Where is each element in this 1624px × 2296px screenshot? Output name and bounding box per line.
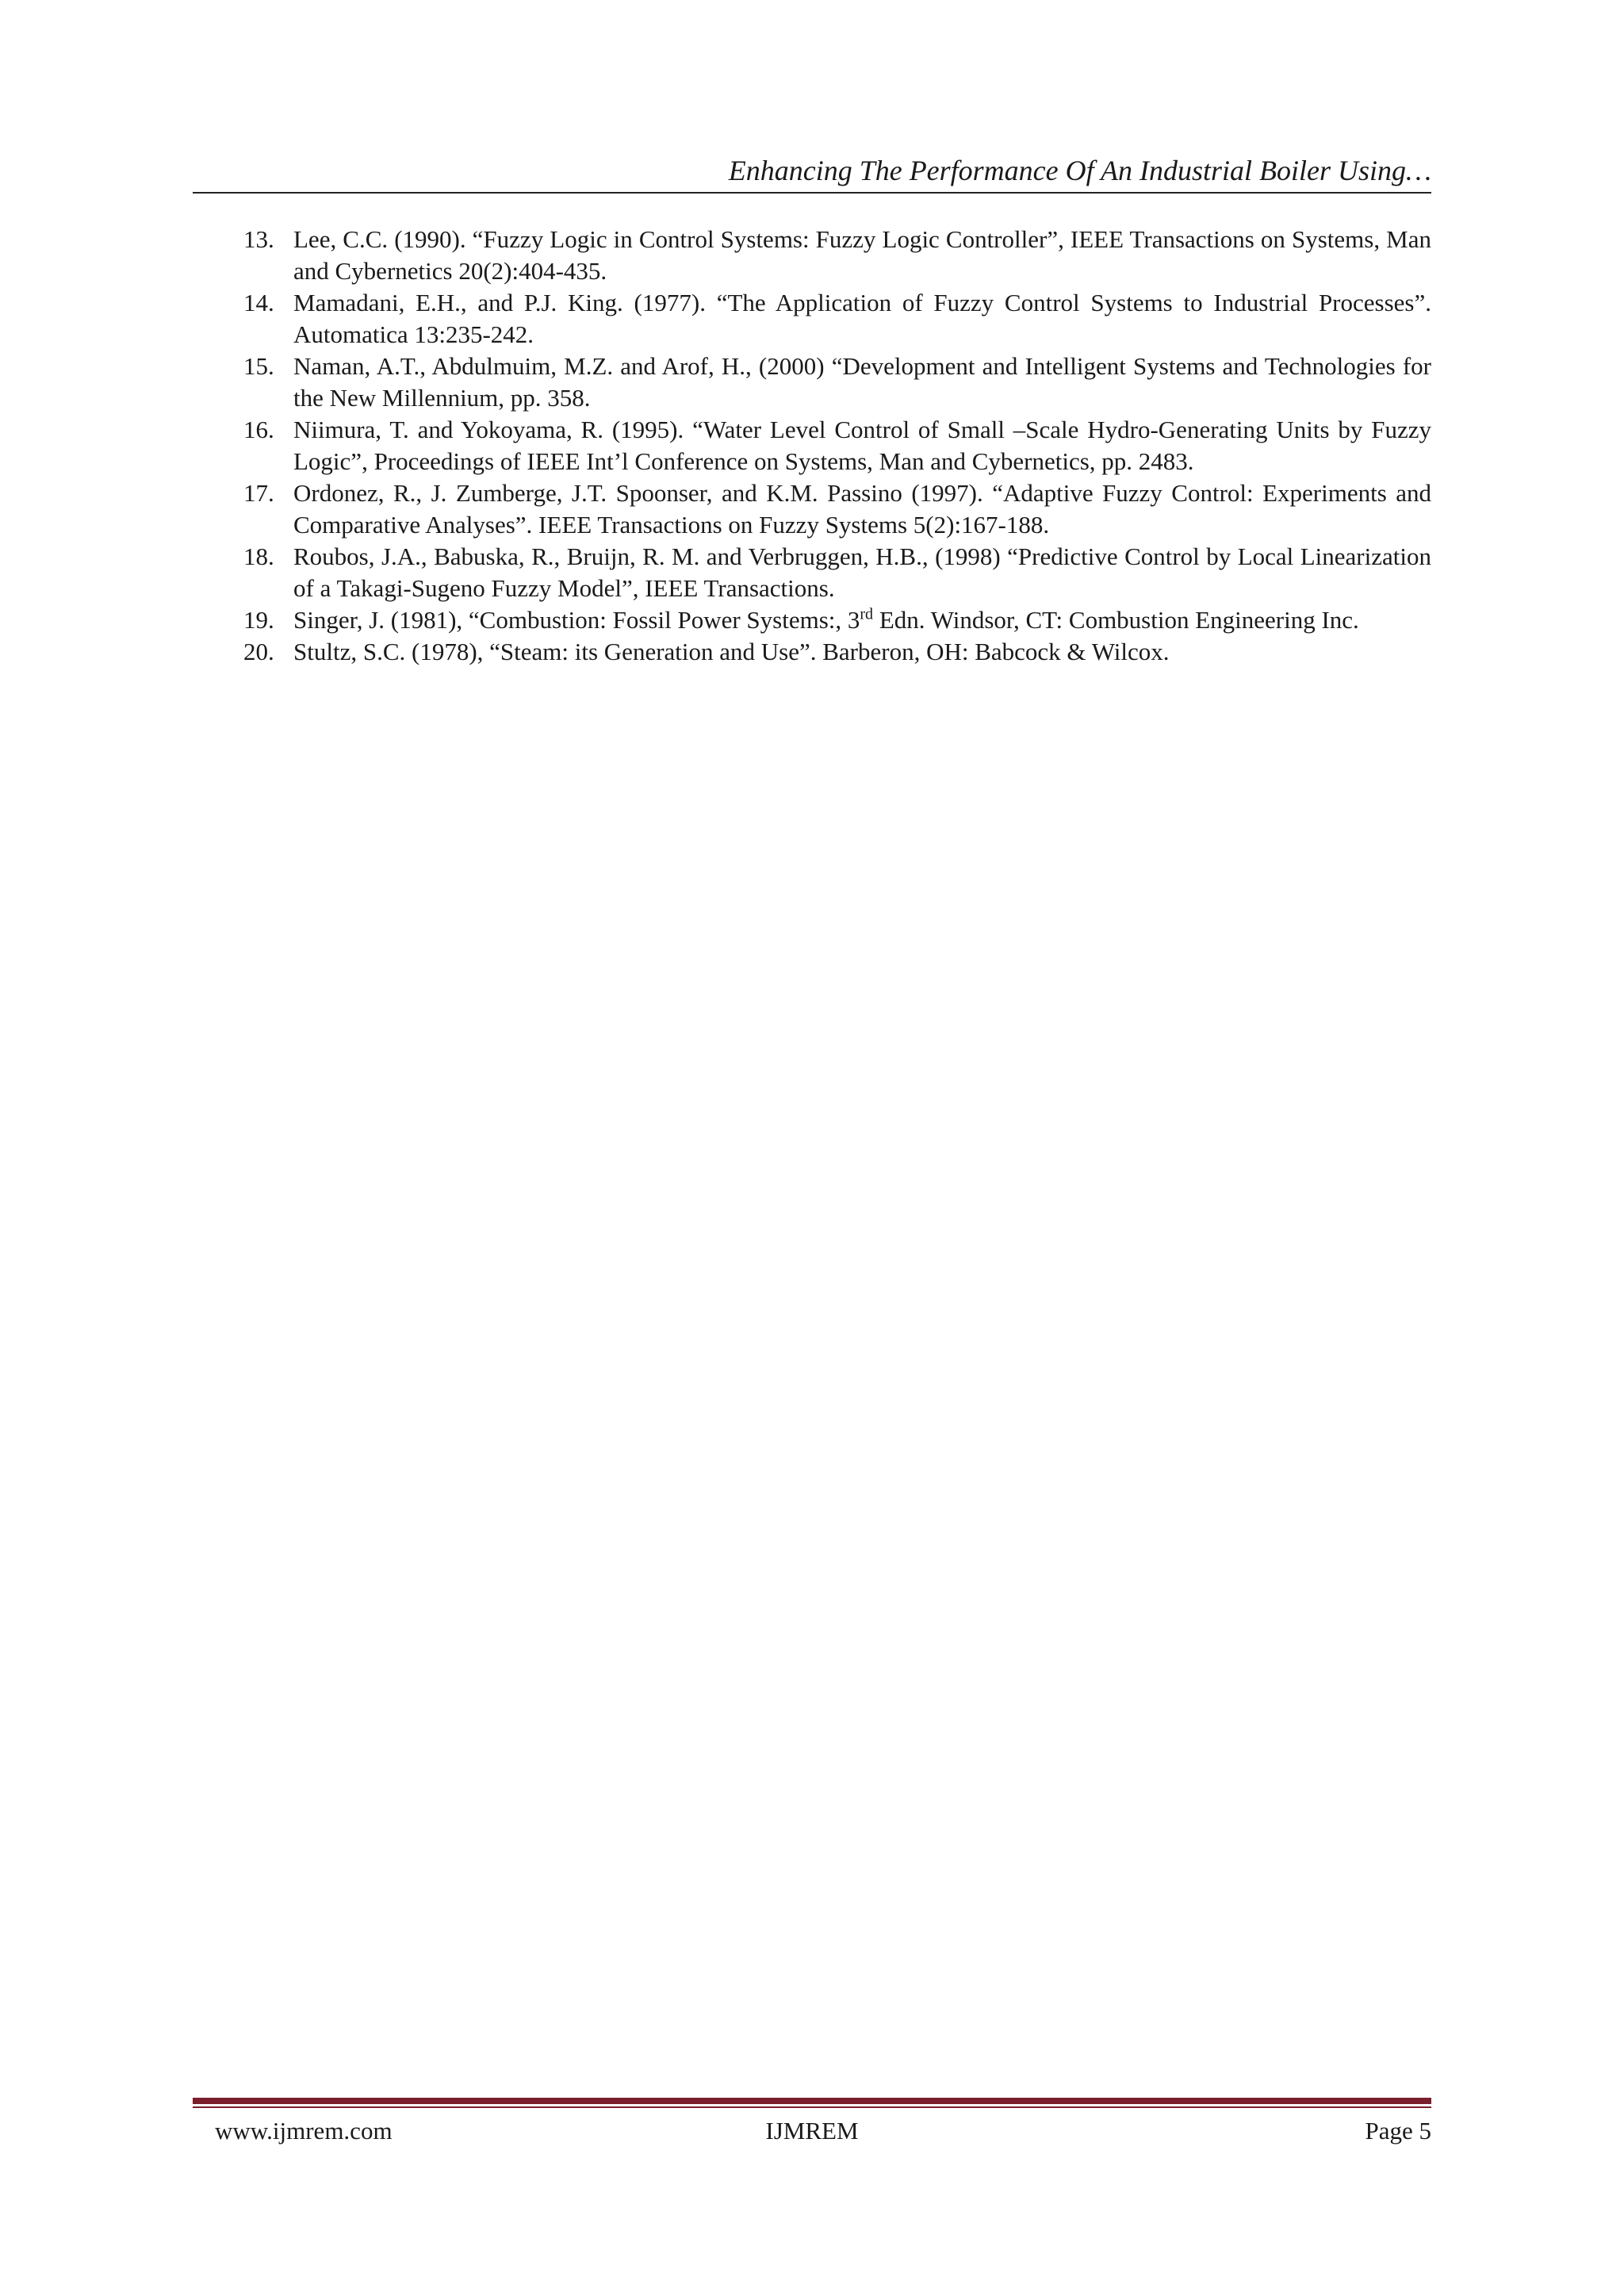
- reference-text: Mamadani, E.H., and P.J. King. (1977). “The Application of Fuzzy Control Systems to Industrial Processes”. Automatica 13:235-242.: [293, 289, 1431, 348]
- reference-item: [193, 541, 1431, 604]
- reference-item: [193, 351, 1431, 414]
- footer-website: www.ijmrem.com: [215, 2117, 393, 2145]
- reference-number: 13.: [243, 225, 274, 253]
- reference-number: 14.: [243, 289, 274, 316]
- running-header: Enhancing The Performance Of An Industrial Boiler Using…: [728, 155, 1431, 186]
- reference-text: Niimura, T. and Yokoyama, R. (1995). “Water Level Control of Small –Scale Hydro-Generating Units by Fuzzy Logic”, Proceedings of IEEE Int’l Conference on Systems, Man and Cybernetics, pp. 2483.: [293, 416, 1431, 475]
- reference-number: 15.: [243, 352, 274, 380]
- ordinal-superscript: rd: [860, 605, 874, 623]
- reference-text: Roubos, J.A., Babuska, R., Bruijn, R. M. and Verbruggen, H.B., (1998) “Predictive Control by Local Linearization of a Takagi-Sugeno Fuzzy Model”, IEEE Transactions.: [293, 542, 1431, 602]
- reference-item: [193, 604, 1431, 636]
- reference-number: 18.: [243, 542, 274, 570]
- reference-item: [193, 414, 1431, 477]
- footer-rule-thin: [193, 2106, 1431, 2108]
- reference-text: Ordonez, R., J. Zumberge, J.T. Spoonser, and K.M. Passino (1997). “Adaptive Fuzzy Control: Experiments and Comparative Analyses”. IEEE Transactions on Fuzzy Systems 5(2):167-188.: [293, 479, 1431, 539]
- reference-text: Lee, C.C. (1990). “Fuzzy Logic in Control Systems: Fuzzy Logic Controller”, IEEE Transactions on Systems, Man and Cybernetics 20(2):404-435.: [293, 225, 1431, 285]
- reference-text: Stultz, S.C. (1978), “Steam: its Generation and Use”. Barberon, OH: Babcock & Wilcox.: [293, 638, 1170, 665]
- footer-page-number: Page 5: [1365, 2117, 1431, 2145]
- reference-text-part: Edn. Windsor, CT: Combustion Engineering Inc.: [873, 606, 1359, 634]
- reference-item: [193, 224, 1431, 287]
- reference-text-part: Singer, J. (1981), “Combustion: Fossil Power Systems:, 3: [293, 606, 860, 634]
- reference-item: [193, 477, 1431, 541]
- page-footer: [193, 2113, 1431, 2149]
- reference-list: [193, 224, 1431, 668]
- reference-number: 17.: [243, 479, 274, 507]
- reference-item: [193, 636, 1431, 668]
- reference-text: Naman, A.T., Abdulmuim, M.Z. and Arof, H., (2000) “Development and Intelligent Systems and Technologies for the New Millennium, pp. 358.: [293, 352, 1431, 412]
- reference-number: 20.: [243, 638, 274, 665]
- reference-number: 16.: [243, 416, 274, 443]
- reference-text: [293, 604, 1431, 636]
- reference-item: [193, 287, 1431, 351]
- footer-journal: IJMREM: [765, 2117, 859, 2145]
- reference-number: 19.: [243, 606, 274, 634]
- footer-rule-thick: [193, 2098, 1431, 2104]
- header-rule: [193, 192, 1431, 194]
